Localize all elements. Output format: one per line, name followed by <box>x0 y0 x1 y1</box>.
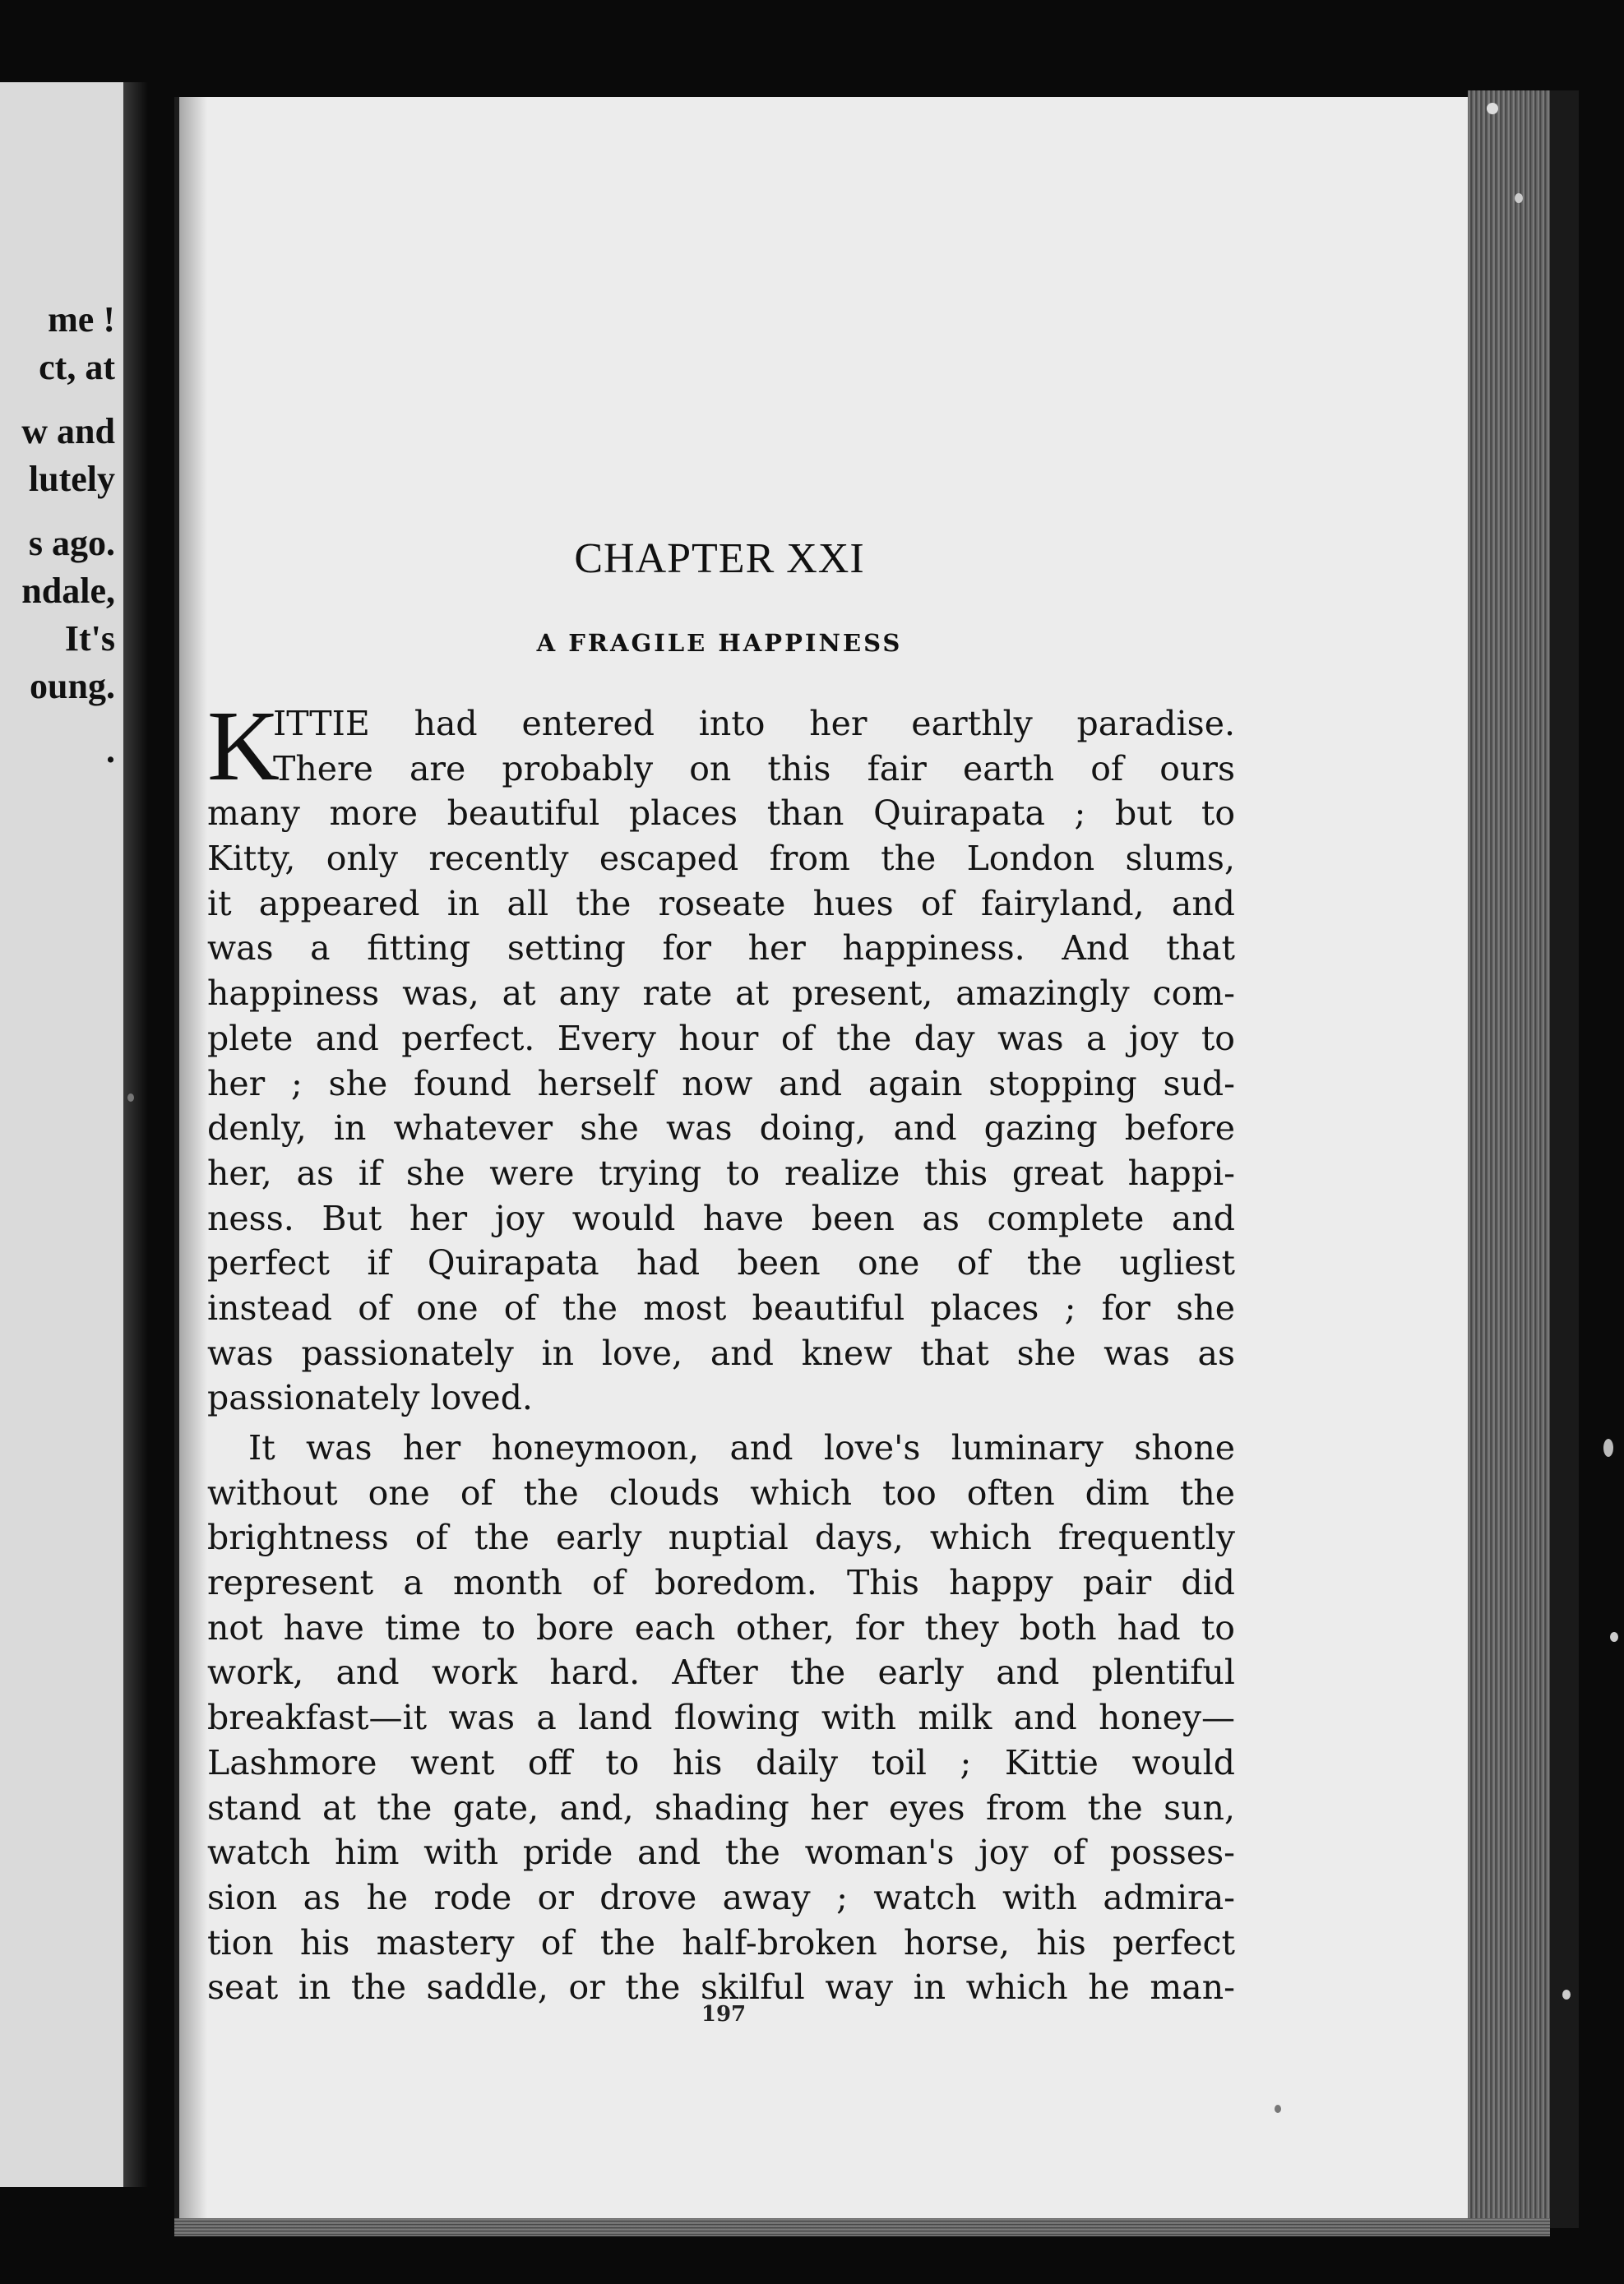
text-line: watch him with pride and the woman's joy of posses- <box>207 1833 1235 1873</box>
body-text <box>207 691 1235 2010</box>
text-line: sion as he rode or drove away ; watch with admira- <box>207 1877 1235 1917</box>
text-line: was a fitting setting for her happiness. And that <box>207 928 1235 969</box>
text-line: seat in the saddle, or the skilful way in which he man- <box>207 1967 1235 2008</box>
left-fragment: oung. <box>30 666 115 706</box>
left-fragment: s ago. <box>28 523 115 563</box>
scan-speck <box>1275 2105 1281 2113</box>
drop-cap: K <box>207 691 280 802</box>
scan-speck <box>1603 1439 1613 1457</box>
page-gutter-shadow <box>174 97 207 2218</box>
text-line: her ; she found herself now and again stopping sud- <box>207 1063 1235 1103</box>
text-line: brightness of the early nuptial days, which frequently <box>207 1518 1235 1558</box>
paragraph-1 <box>207 691 1235 1421</box>
text-line: It was her honeymoon, and love's luminary shone <box>248 1428 1235 1468</box>
left-fragment-gap <box>0 710 115 727</box>
text-line: ITTIE had entered into her earthly paradise. <box>273 704 1235 743</box>
left-page-gutter <box>123 82 148 2187</box>
text-line: Lashmore went off to his daily toil ; Kittie would <box>207 1742 1235 1782</box>
left-fragment: w and <box>21 411 115 451</box>
scan-speck <box>1562 1990 1571 2000</box>
text-line: her, as if she were trying to realize this great happi- <box>207 1153 1235 1193</box>
left-page-text-fragments <box>0 296 115 774</box>
text-line: work, and work hard. After the early and plentiful <box>207 1653 1235 1693</box>
page-bottom-edge <box>174 2218 1550 2236</box>
text-line: without one of the clouds which too often dim the <box>207 1473 1235 1513</box>
text-line: Kitty, only recently escaped from the London slums, <box>207 839 1235 879</box>
scan-speck <box>1610 1632 1618 1642</box>
text-line: There are probably on this fair earth of ours <box>273 748 1235 788</box>
text-line: represent a month of boredom. This happy pair did <box>207 1563 1235 1603</box>
text-line: not have time to bore each other, for they both had to <box>207 1607 1235 1648</box>
left-fragment: lutely <box>28 459 115 499</box>
text-line: instead of one of the most beautiful places ; for she <box>207 1288 1235 1328</box>
chapter-title: CHAPTER XXI <box>574 535 865 582</box>
page-number: 197 <box>701 2002 747 2027</box>
text-line: ness. But her joy would have been as complete and <box>207 1198 1235 1238</box>
left-fragment-gap <box>0 503 115 520</box>
book-cover-edge <box>1550 90 1579 2228</box>
left-fragment: ct, at <box>39 347 115 387</box>
left-fragment: me ! <box>48 299 115 340</box>
text-line: was passionately in love, and knew that she was as <box>207 1333 1235 1373</box>
text-line: it appeared in all the roseate hues of fairyland, and <box>207 883 1235 923</box>
text-line: perfect if Quirapata had been one of the ugliest <box>207 1243 1235 1283</box>
left-fragment-gap <box>0 391 115 408</box>
left-fragment: ndale, <box>21 571 115 611</box>
page-fore-edge <box>1468 90 1550 2228</box>
text-line: plete and perfect. Every hour of the day was a joy to <box>207 1018 1235 1058</box>
text-line: stand at the gate, and, shading her eyes from the sun, <box>207 1787 1235 1828</box>
text-line: denly, in whatever she was doing, and gazing before <box>207 1108 1235 1149</box>
scan-speck <box>1515 193 1523 203</box>
text-line: tion his mastery of the half-broken horse, his perfect <box>207 1922 1235 1963</box>
text-line: happiness was, at any rate at present, amazingly com- <box>207 973 1235 1014</box>
left-fragment: . <box>106 730 115 770</box>
text-line: passionately loved. <box>207 1378 533 1418</box>
text-line: breakfast—it was a land flowing with milk and honey— <box>207 1698 1235 1738</box>
text-line: many more beautiful places than Quirapata ; but to <box>207 793 1235 834</box>
scan-speck <box>1487 103 1498 114</box>
paragraph-2 <box>207 1426 1235 2010</box>
chapter-subtitle: A FRAGILE HAPPINESS <box>536 629 903 657</box>
scan-speck <box>127 1093 134 1102</box>
left-fragment: It's <box>64 618 115 659</box>
